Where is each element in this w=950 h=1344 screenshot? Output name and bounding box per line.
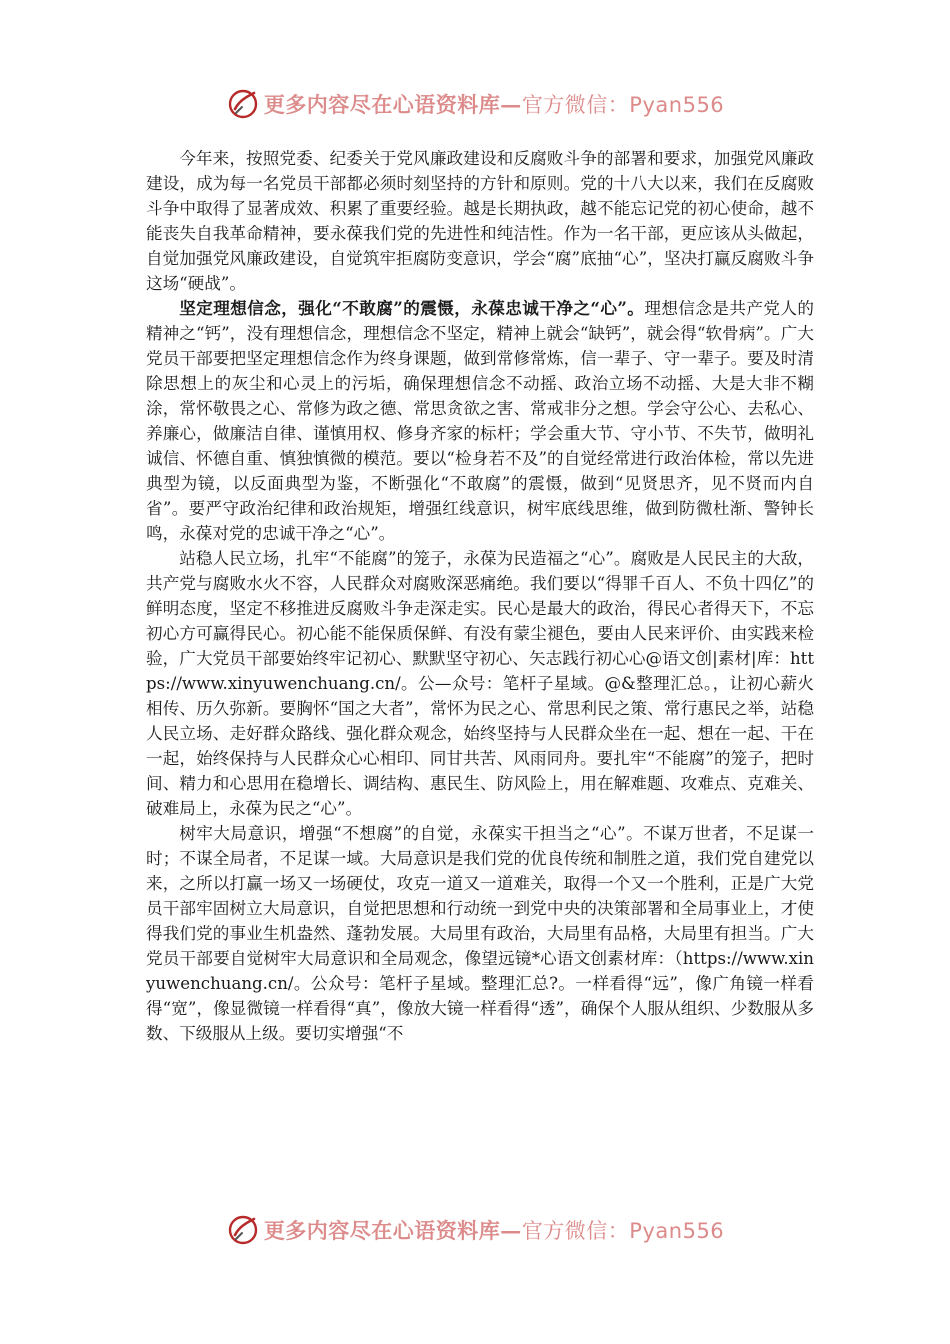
article-body (146, 146, 814, 1046)
header-banner-text: 更多内容尽在心语资料库—官方微信：Pyan556 (263, 92, 725, 117)
pen-circle-logo-icon (226, 87, 260, 121)
header-banner (0, 84, 950, 124)
paragraph-people: 站稳人民立场，扎牢“不能腐”的笼子，永葆为民造福之“心”。腐败是人民民主的大敌，共产党与腐败水火不容，人民群众对腐败深恶痛绝。我们要以“得罪千百人、不负十四亿”的鲜明态度，坚定不移推进反腐败斗争走深走实。民心是最大的政治，得民心者得天下，不忘初心方可赢得民心。初心能不能保质保鲜、有没有蒙尘褪色，要由人民来评价、由实践来检验，广大党员干部要始终牢记初心、默默坚守初心、矢志践行初心心@语文创|素材|库：https://www.xinyuwenchuang.cn/。公—众号：笔杆子星域。@&整理汇总。，让初心薪火相传、历久弥新。要胸怀“国之大者”，常怀为民之心、常思利民之策、常行惠民之举，站稳人民立场、走好群众路线、强化群众观念，始终坚持与人民群众坐在一起、想在一起、干在一起，始终保持与人民群众心心相印、同甘共苦、风雨同舟。要扎牢“不能腐”的笼子，把时间、精力和心思用在稳增长、调结构、惠民生、防风险上，用在解难题、攻难点、克难关、破难局上，永葆为民之“心”。 (146, 549, 814, 818)
paragraph-overall: 树牢大局意识，增强“不想腐”的自觉，永葆实干担当之“心”。不谋万世者，不足谋一时；不谋全局者，不足谋一域。大局意识是我们党的优良传统和制胜之道，我们党自建党以来，之所以打赢一场又一场硬仗，攻克一道又一道难关，取得一个又一个胜利，正是广大党员干部牢固树立大局意识，自觉把思想和行动统一到党中央的决策部署和全局事业上，才使得我们党的事业生机盎然、蓬勃发展。大局里有政治，大局里有品格，大局里有担当。广大党员干部要自觉树牢大局意识和全局观念，像望远镜*心语文创素材库：（https://www.xinyuwenchuang.cn/。公众号：笔杆子星域。整理汇总?。一样看得“远”，像广角镜一样看得“宽”，像显微镜一样看得“真”，像放大镜一样看得“透”，确保个人服从组织、少数服从多数、下级服从上级。要切实增强“不 (146, 824, 814, 1043)
paragraph-intro: 今年来，按照党委、纪委关于党风廉政建设和反腐败斗争的部署和要求，加强党风廉政建设，成为每一名党员干部都必须时刻坚持的方针和原则。党的十八大以来，我们在反腐败斗争中取得了显著成效、积累了重要经验。越是长期执政，越不能忘记党的初心使命，越不能丧失自我革命精神，要永葆我们党的先进性和纯洁性。作为一名干部，更应该从头做起，自觉加强党风廉政建设，自觉筑牢拒腐防变意识，学会“腐”底抽“心”，坚决打赢反腐败斗争这场“硬战”。 (146, 149, 814, 293)
pen-circle-logo-icon (226, 1213, 260, 1247)
footer-banner-text: 更多内容尽在心语资料库—官方微信：Pyan556 (263, 1218, 725, 1243)
paragraph-ideals: 坚定理想信念，强化“不敢腐”的震慑，永葆忠诚干净之“心”。理想信念是共产党人的精神之“钙”，没有理想信念，理想信念不坚定，精神上就会“缺钙”，就会得“软骨病”。广大党员干部要把坚定理想信念作为终身课题，做到常修常炼，信一辈子、守一辈子。要及时清除思想上的灰尘和心灵上的污垢，确保理想信念不动摇、政治立场不动摇、大是大非不糊涂，常怀敬畏之心、常修为政之德、常思贪欲之害、常戒非分之想。学会守公心、去私心、养廉心，做廉洁自律、谨慎用权、修身齐家的标杆；学会重大节、守小节、不失节，做明礼诚信、怀德自重、慎独慎微的模范。要以“检身若不及”的自觉经常进行政治体检，常以先进典型为镜，以反面典型为鉴，不断强化“不敢腐”的震慑，做到“见贤思齐，见不贤而内自省”。要严守政治纪律和政治规矩，增强红线意识，树牢底线思维，做到防微杜渐、警钟长鸣，永葆对党的忠诚干净之“心”。 (146, 298, 815, 543)
footer-banner (0, 1210, 950, 1250)
